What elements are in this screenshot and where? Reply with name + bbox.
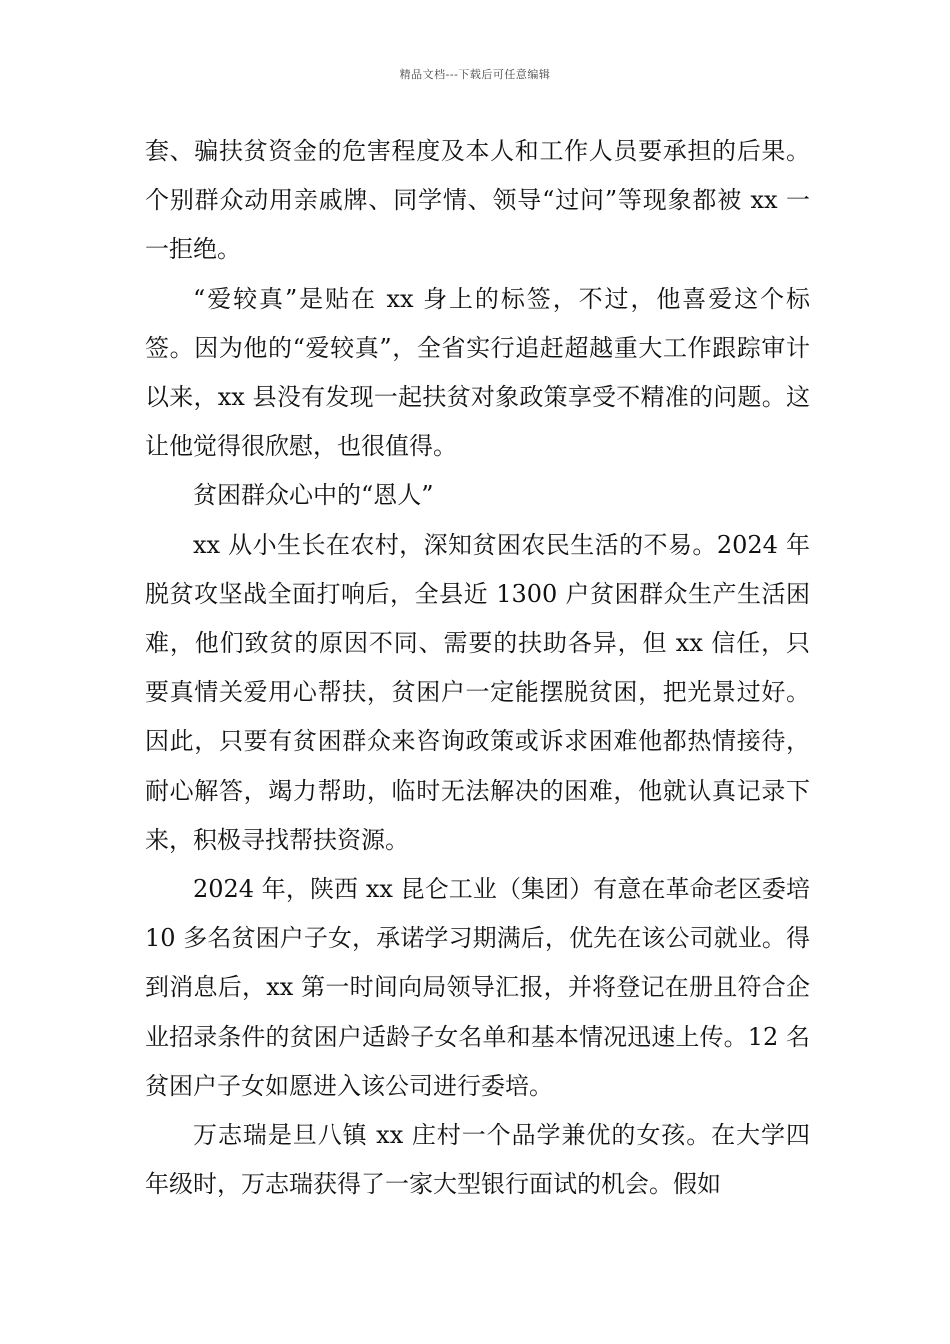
paragraph-4: 2024 年，陕西 xx 昆仑工业（集团）有意在革命老区委培 10 多名贫困户子女，承诺学习期满后，优先在该公司就业。得到消息后，xx 第一时间向局领导汇报，并将登记在册且符合企业招录条件的贫困户适龄子女名单和基本情况迅速上传。12 名贫困户子女如愿进入该公司进行委培。 xyxy=(145,875,810,1100)
paragraph-2: “爱较真”是贴在 xx 身上的标签，不过，他喜爱这个标签。因为他的“爱较真”，全省实行追赶超越重大工作跟踪审计以来，xx 县没有发现一起扶贫对象政策享受不精准的问题。这让他觉得很欣慰，也很值得。 xyxy=(145,284,810,461)
paragraph-3: xx 从小生长在农村，深知贫困农民生活的不易。2024 年脱贫攻坚战全面打响后，全县近 1300 户贫困群众生产生活困难，他们致贫的原因不同、需要的扶助各异，但 xx 信任，只要真情关爱用心帮扶，贫困户一定能摆脱贫困，把光景过好。因此，只要有贫困群众来咨询政策或诉求困难他都热情接待，耐心解答，竭力帮助，临时无法解决的困难，他就认真记录下来，积极寻找帮扶资源。 xyxy=(145,530,810,854)
paragraph-5: 万志瑞是旦八镇 xx 庄村一个品学兼优的女孩。在大学四年级时，万志瑞获得了一家大型银行面试的机会。假如 xyxy=(145,1121,810,1199)
paragraph-1: 套、骗扶贫资金的危害程度及本人和工作人员要承担的后果。个别群众动用亲戚牌、同学情、领导“过问”等现象都被 xx 一一拒绝。 xyxy=(145,137,810,264)
section-heading: 贫困群众心中的“恩人” xyxy=(193,481,434,510)
page-header: 精品文档---下载后可任意编辑 xyxy=(399,68,551,81)
document-body xyxy=(145,127,810,1209)
